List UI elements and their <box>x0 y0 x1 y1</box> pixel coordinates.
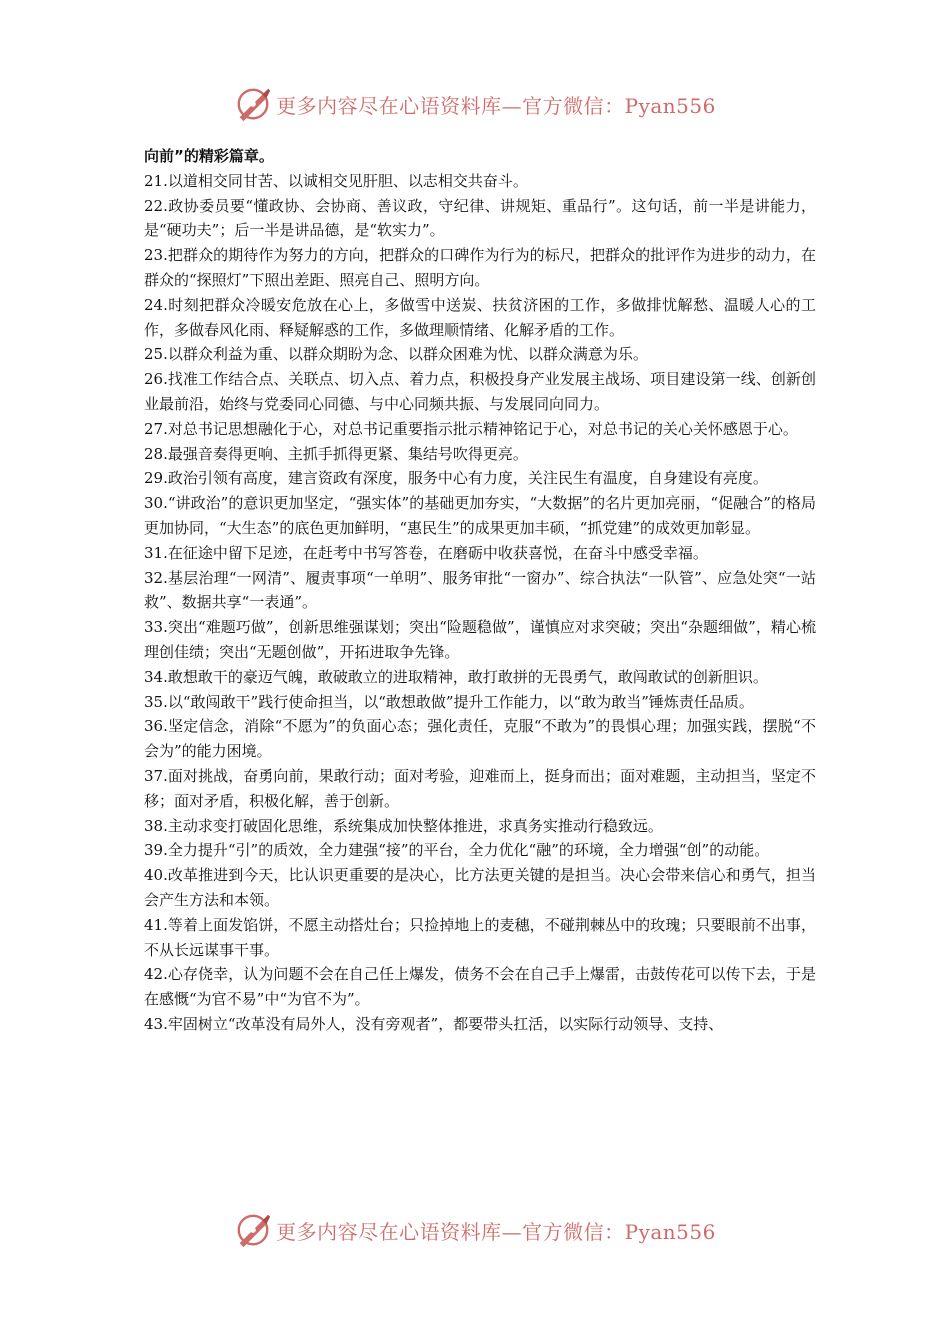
paragraph: 23.把群众的期待作为努力的方向，把群众的口碑作为行为的标尺，把群众的批评作为进步的动力，在群众的“探照灯”下照出差距、照亮自己、照明方向。 <box>144 246 816 289</box>
paragraph: 42.心存侥幸，认为问题不会在自己任上爆发，债务不会在自己手上爆雷，击鼓传花可以传下去，于是在感慨“为官不易”中“为官不为”。 <box>144 965 816 1009</box>
paragraph: 27.对总书记思想融化于心，对总书记重要指示批示精神铭记于心，对总书记的关心关怀感恩于心。 <box>144 419 798 438</box>
header-watermark-banner <box>0 84 950 124</box>
paragraph: 38.主动求变打破固化思维，系统集成加快整体推进，求真务实推动行稳致远。 <box>144 816 663 835</box>
pen-logo-icon <box>234 1211 272 1249</box>
paragraph: 36.坚定信念，消除“不愿为”的负面心态；强化责任，克服“不敢为”的畏惧心理；加强实践，摆脱“不会为”的能力困境。 <box>144 717 816 761</box>
paragraph: 37.面对挑战，奋勇向前，果敢行动；面对考验，迎难而上，挺身而出；面对难题，主动担当，坚定不移；面对矛盾，积极化解，善于创新。 <box>144 766 816 810</box>
paragraph: 31.在征途中留下足迹，在赶考中书写答卷，在磨砺中收获喜悦，在奋斗中感受幸福。 <box>144 543 708 562</box>
paragraph: 24.时刻把群众冷暖安危放在心上，多做雪中送炭、扶贫济困的工作，多做排忧解愁、温暖人心的工作，多做春风化雨、释疑解惑的工作，多做理顺情绪、化解矛盾的工作。 <box>144 295 816 339</box>
paragraph: 25.以群众利益为重、以群众期盼为念、以群众困难为忧、以群众满意为乐。 <box>144 345 648 364</box>
paragraph: 26.找准工作结合点、关联点、切入点、着力点，积极投身产业发展主战场、项目建设第一线、创新创业最前沿，始终与党委同心同德、与中心同频共振、与发展同向同力。 <box>144 370 816 413</box>
footer-watermark-banner <box>0 1210 950 1250</box>
paragraph: 34.敢想敢干的豪迈气魄，敢破敢立的进取精神，敢打敢拼的无畏勇气，敢闯敢试的创新胆识。 <box>144 667 768 686</box>
lead-text: 向前”的精彩篇章。 <box>144 147 274 165</box>
paragraph: 39.全力提升“引”的质效，全力建强“接”的平台，全力优化“融”的环境，全力增强“创”的动能。 <box>144 841 770 860</box>
paragraph: 35.以“敢闯敢干”践行使命担当，以“敢想敢做”提升工作能力，以“敢为敢当”锤炼责任品质。 <box>144 692 754 711</box>
watermark-text: 更多内容尽在心语资料库—官方微信：Pyan556 <box>276 1219 716 1244</box>
pen-logo-icon <box>234 85 272 123</box>
paragraph: 29.政治引领有高度，建言资政有深度，服务中心有力度，关注民生有温度，自身建设有亮度。 <box>144 469 768 488</box>
paragraph: 22.政协委员要“懂政协、会协商、善议政，守纪律、讲规矩、重品行”。这句话，前一半是讲能力，是“硬功夫”；后一半是讲品德，是“软实力”。 <box>144 196 816 240</box>
paragraph: 43.牢固树立“改革没有局外人，没有旁观者”，都要带头扛活，以实际行动领导、支持、 <box>144 1014 724 1033</box>
paragraph: 41.等着上面发馅饼，不愿主动搭灶台；只捡掉地上的麦穗，不碰荆棘丛中的玫瑰；只要眼前不出事，不从长远谋事干事。 <box>144 915 816 959</box>
paragraph: 30.“讲政治”的意识更加坚定，“强实体”的基础更加夯实，“大数据”的名片更加亮丽，“促融合”的格局更加协同，“大生态”的底色更加鲜明，“惠民生”的成果更加丰硕，“抓党建”的成效更加彰显。 <box>144 494 816 537</box>
paragraph: 32.基层治理“一网清”、履责事项“一单明”、服务审批“一窗办”、综合执法“一队管”、应急处突“一站救”、数据共享“一表通”。 <box>144 568 816 612</box>
document-body <box>144 144 816 1037</box>
paragraph: 28.最强音奏得更响、主抓手抓得更紧、集结号吹得更亮。 <box>144 444 528 463</box>
watermark-text: 更多内容尽在心语资料库—官方微信：Pyan556 <box>276 93 716 118</box>
paragraph: 21.以道相交同甘苦、以诚相交见肝胆、以志相交共奋斗。 <box>144 171 528 190</box>
paragraph: 40.改革推进到今天，比认识更重要的是决心，比方法更关键的是担当。决心会带来信心和勇气，担当会产生方法和本领。 <box>144 866 816 909</box>
paragraph: 33.突出“难题巧做”，创新思维强谋划；突出“险题稳做”，谨慎应对求突破；突出“杂题细做”，精心梳理创佳绩；突出“无题创做”，开拓进取争先锋。 <box>144 618 816 661</box>
